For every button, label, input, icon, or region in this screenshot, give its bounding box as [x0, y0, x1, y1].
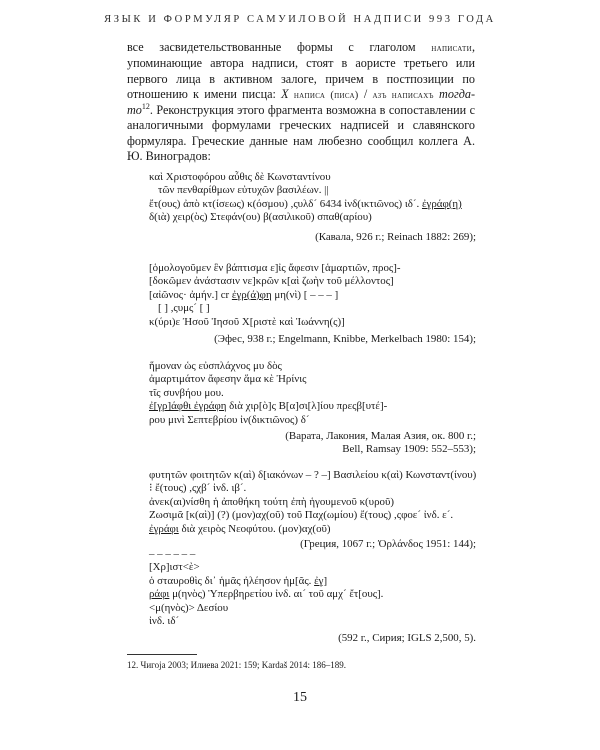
inscription-line: φυτητῶν φοιτητῶν κ(αὶ) δ[ιακόνων – ? –] Βασιλείου κ(αὶ) Κωνσταντ(ίνου) [149, 469, 477, 481]
intro-text-2: , упоминающие автора надписи, стоят в аористе третьего или первого лица в активном залоге, причем в постпозиции по отношению к имени писца: [127, 40, 475, 101]
inscription-syria [149, 548, 476, 646]
inscription-line: ρου μινὶ Σεπτεβρίου ἰν(δικτιῶνος) δ´ [149, 413, 310, 426]
inscription-line: κ(ύρι)ε Ἠσοῦ Ἰησοῦ Χ[ριστὲ καὶ Ἰωάννη(ς)] [149, 315, 345, 328]
slavonic-word-napisati: написати [431, 43, 472, 54]
inscription-line: ἥμοναν ὡς εὐσπλάχνος μυ δὸς [149, 360, 282, 372]
underlined-verb: ἐγράφι [149, 522, 179, 535]
underlined-verb: ἐγράφ(η) [421, 197, 462, 210]
intro-paragraph [127, 40, 475, 164]
inscription-line: καὶ Χριστοφόρου αὖθις δὲ Κωνσταντίνου [149, 171, 331, 183]
inscription-line: ράφι μ(ηνὸς) Ὑπερβηρετίου ἰνδ. αι´ τοῦ αμχ´ ἔτ[ους]. [149, 588, 384, 601]
inscription-line: Ζωσιμᾶ [κ(αὶ)] (?) (μον)αχ(οῦ) τοῦ Παχ(ωμίου) ἔ(τους) ,ςφοε´ ἰνδ. ε´. [149, 509, 454, 522]
inscription-varata [149, 360, 476, 457]
inscription-source: (Греция, 1067 г.; Ὀρλάνδος 1951: 144); [300, 538, 476, 551]
inscription-source: Bell, Ramsay 1909: 552–553); [342, 443, 476, 456]
underlined-verb: ἐ[γρ]άφθι ἐγράφη [149, 400, 227, 413]
footnote-ref[interactable]: 12 [141, 102, 150, 112]
footnote-12: 12. Чигоја 2003; Илиева 2021: 159; Kardaš 2014: 186–189. [127, 660, 347, 670]
formula-slash: / [358, 86, 373, 101]
inscription-source: (Эфес, 938 г.; Engelmann, Knibbe, Merkelbach 1980: 154); [214, 333, 476, 346]
footnote-divider [127, 654, 197, 655]
inscription-line: τῶν πενθαρίθμων εὐτυχῶν βασιλέων. || [158, 184, 329, 197]
underlined-verb: ἐγ] [314, 574, 328, 587]
running-header: ЯЗЫК И ФОРМУЛЯР САМУИЛОВОЙ НАДПИСИ 993 ГОДА [104, 14, 496, 25]
inscription-source: (Варата, Лакония, Малая Азия, ок. 800 г.; [285, 430, 476, 443]
inscription-line: τῖς συνβήου μου. [149, 386, 224, 399]
inscription-line: [αἰῶνος· ἀμήν.] cr ἐγρ(ά)φη μη(νὶ) [ – – – ] [149, 288, 339, 301]
inscription-source: (592 г., Сирия; IGLS 2,500, 5). [338, 632, 476, 645]
lacuna-dashes: – – – – – – [149, 548, 196, 560]
inscription-line: ⁝ ἔ(τους) ,ςχβ´ ἰνδ. ιβ´. [149, 482, 247, 495]
inscription-line: <μ(ηνὸς)> Δεσίου [149, 601, 229, 614]
inscription-line: ἔτ(ους) ἀπὸ κτ(ίσεως) κ(όσμου) ,ςυλδ´ 6434 ἰνδ(ικτιῶνος) ιδ´. ἐγράφ(η) [149, 197, 462, 210]
underlined-verb: ράφι [149, 588, 170, 601]
slavonic-formula-2: азъ написахъ [372, 89, 434, 101]
intro-text-3: . Реконструкция этого фрагмента возможна в сопоставлении с аналогичными формулами греческих надписей и славянского формуляра. Греческие данные нам любезно сообщил коллега А. Ю. Виноградов: [127, 103, 475, 164]
inscription-line: [δοκῶμεν ἀνάστασιν νε]κρῶν κ[αὶ ζωὴν τοῦ μέλλοντος] [149, 275, 394, 288]
inscription-kavala [149, 171, 476, 244]
inscription-line: ἀμαρτιμάτον ἄφεσην ἅμα κὲ Ἠρίνις [149, 373, 307, 386]
inscription-line: ἀνεκ(αι)νίσθη ἡ ἀποθήκη τούτη ἐπὴ ἡγουμενοῦ κ(υροῦ) [149, 495, 394, 508]
inscription-line: ἰνδ. ιδ´ [149, 615, 180, 628]
inscription-line: ὁ σταυροθὶς δι᾽ ἡμᾶς ἠλέησον ἡμ[ᾶς. ἐγ] [149, 574, 328, 587]
inscription-greece [149, 469, 476, 551]
inscription-source: (Кавала, 926 г.; Reinach 1882: 269); [315, 230, 476, 243]
intro-text-1: все засвидетельствованные формы с глаголом [127, 40, 432, 54]
inscription-line: [Χρ]ιστ<ὲ> [149, 561, 200, 574]
inscription-line: δ(ιὰ) χειρ(ὸς) Στεφάν(ου) β(ασιλικοῦ) σπαθ(αρίου) [149, 211, 372, 224]
formula-togda: тогда-то [127, 86, 476, 118]
inscription-line: [ ] ,ςυμς´ [ ] [158, 302, 210, 315]
inscription-line: ἐ[γρ]άφθι ἐγράφη διὰ χιρ[ὸ]ς Β[α]σι[λ]ίου πρεςβ[υτέ]- [149, 400, 388, 413]
underlined-verb: ἐγρ(ά)φη [231, 288, 272, 301]
page-number: 15 [293, 690, 307, 705]
inscription-ephesus [149, 262, 476, 346]
inscription-line: [ὁμολογοῦμεν ἓν βάπτισμα ε]ἰς ἄφεσιν [ἁμαρτιῶν, προς]- [149, 262, 401, 274]
formula-x: Х [281, 86, 294, 101]
slavonic-formula-1: написа (писа) [293, 89, 359, 101]
inscription-line: ἐγράφι διὰ χειρὸς Νεοφύτου. (μον)αχ(οῦ) [149, 522, 331, 535]
